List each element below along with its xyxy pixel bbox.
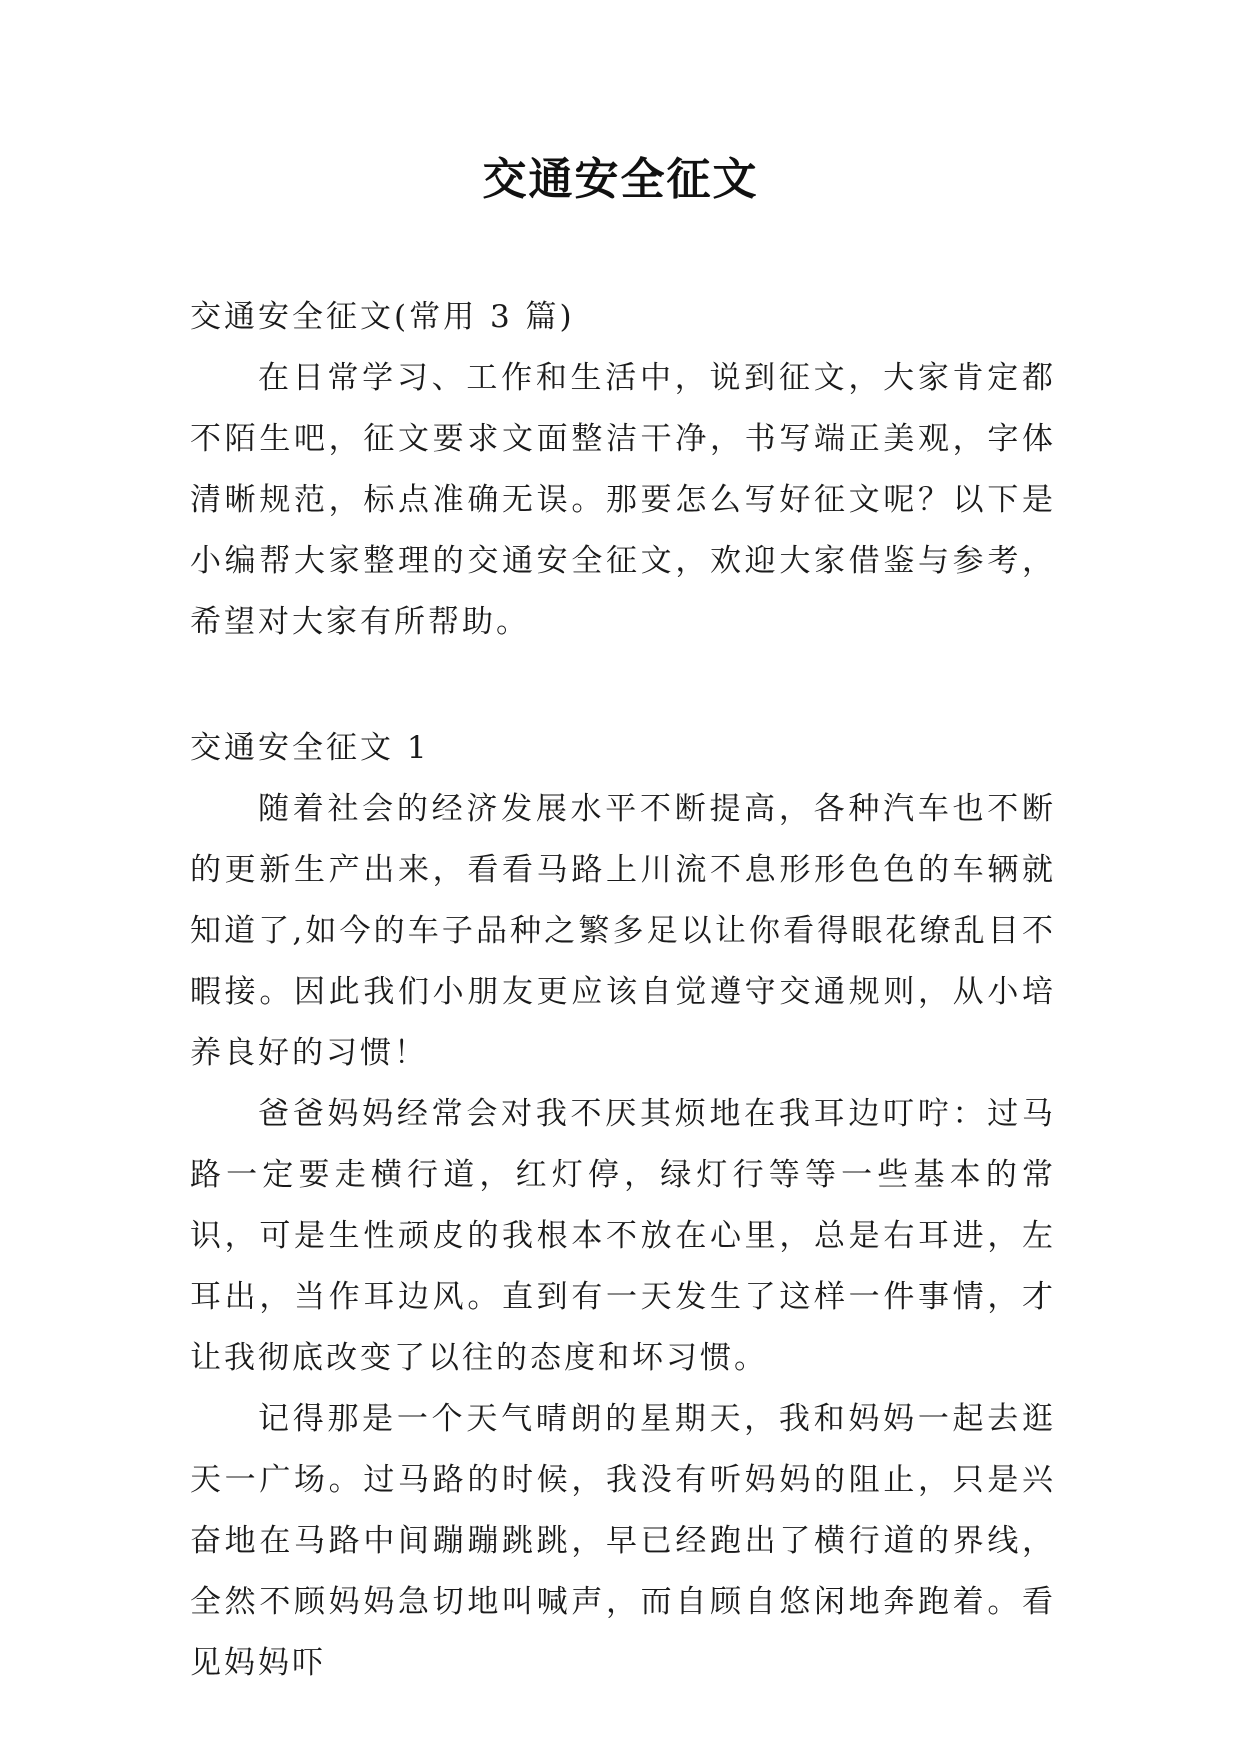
body-paragraph: 记得那是一个天气晴朗的星期天，我和妈妈一起去逛天一广场。过马路的时候，我没有听妈妈的阻止，只是兴奋地在马路中间蹦蹦跳跳，早已经跑出了横行道的界线，全然不顾妈妈急切地叫喊声，而自顾自悠闲地奔跑着。看见妈妈吓	[190, 1401, 1056, 1681]
body-paragraph: 爸爸妈妈经常会对我不厌其烦地在我耳边叮咛：过马路一定要走横行道，红灯停，绿灯行等等一些基本的常识，可是生性顽皮的我根本不放在心里，总是右耳进，左耳出，当作耳边风。直到有一天发生了这样一件事情，才让我彻底改变了以往的态度和坏习惯。	[190, 1096, 1056, 1376]
body-paragraph: 随着社会的经济发展水平不断提高，各种汽车也不断的更新生产出来，看看马路上川流不息形形色色的车辆就知道了,如今的车子品种之繁多足以让你看得眼花缭乱目不暇接。因此我们小朋友更应该自觉遵守交通规则，从小培养良好的习惯！	[190, 791, 1056, 1071]
document-title: 交通安全征文	[482, 154, 759, 205]
document-body	[190, 287, 1056, 1694]
section-spacer	[190, 653, 1056, 718]
section-heading: 交通安全征文 1	[190, 730, 430, 766]
document-subtitle: 交通安全征文(常用 3 篇)	[190, 299, 575, 335]
intro-paragraph: 在日常学习、工作和生活中，说到征文，大家肯定都不陌生吧，征文要求文面整洁干净，书写端正美观，字体清晰规范，标点准确无误。那要怎么写好征文呢？以下是小编帮大家整理的交通安全征文，欢迎大家借鉴与参考，希望对大家有所帮助。	[190, 360, 1056, 640]
